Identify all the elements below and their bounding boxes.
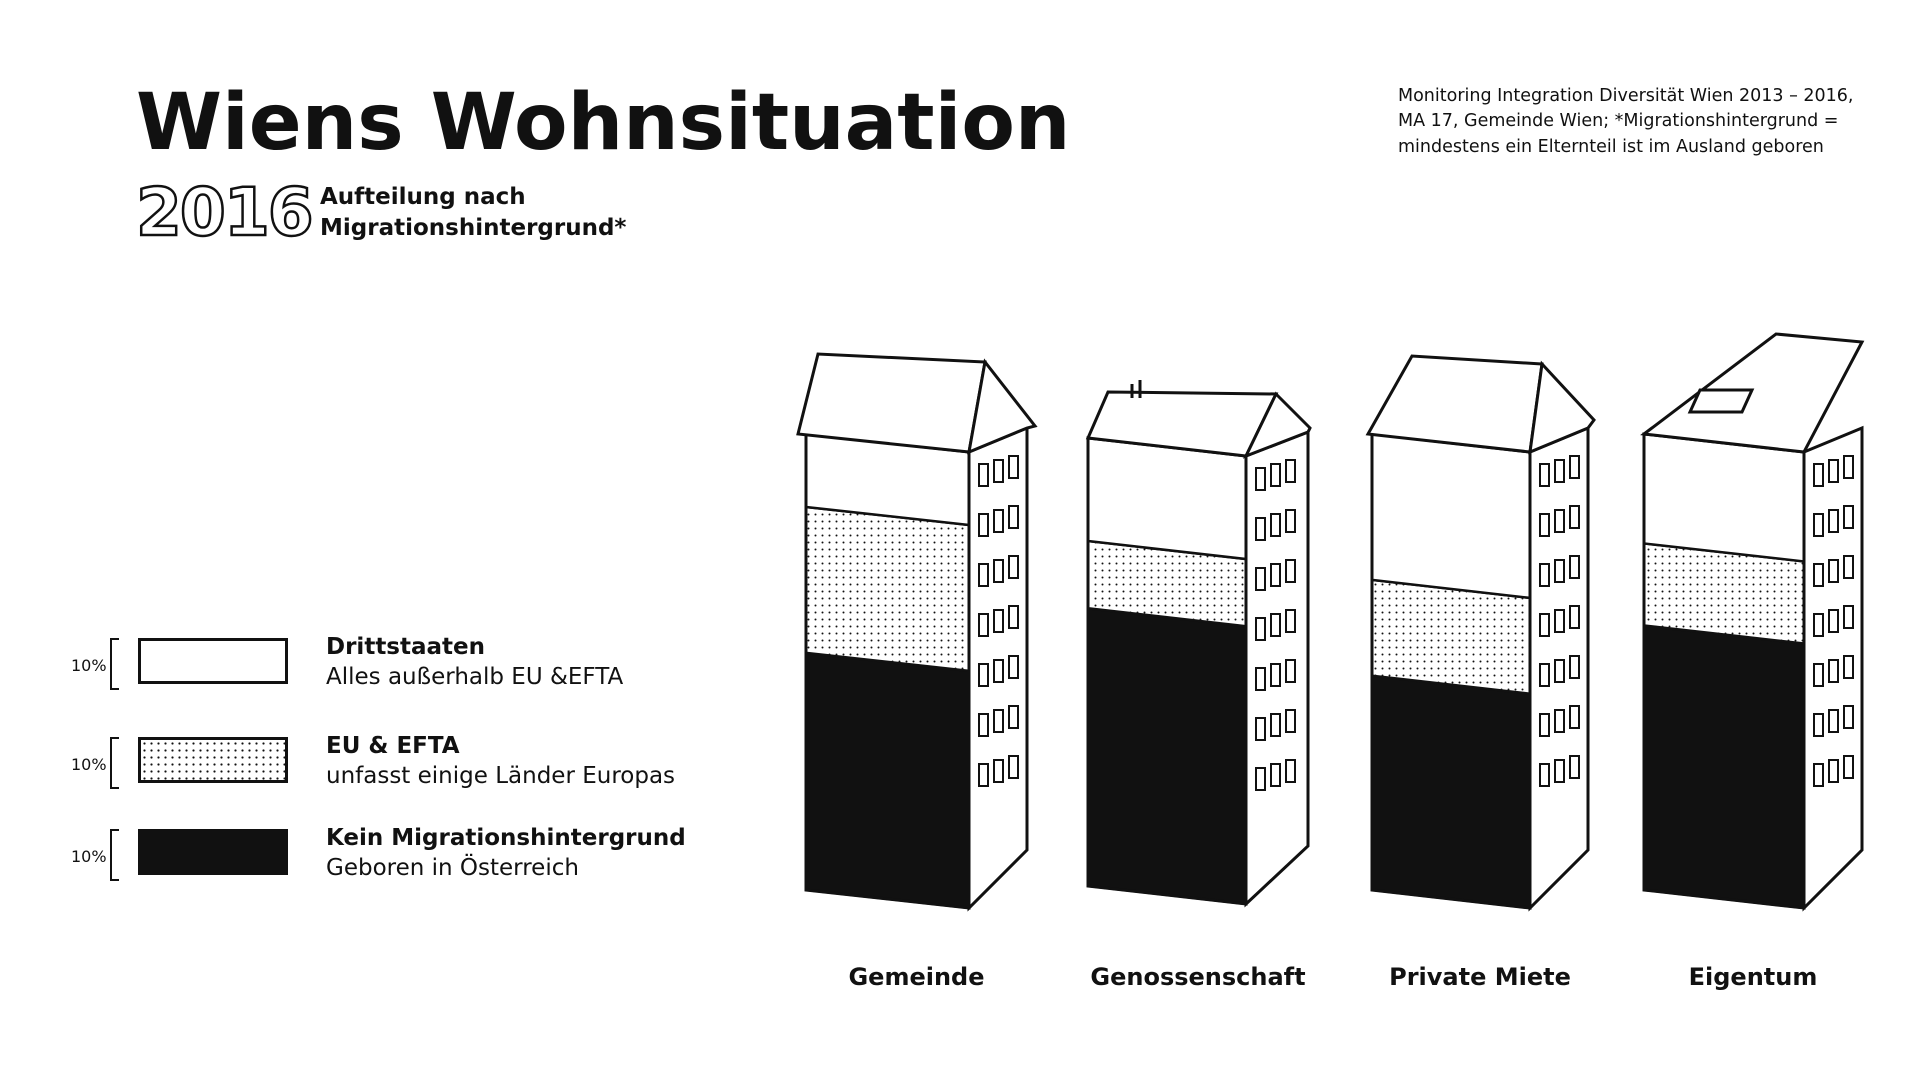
window-icon — [1555, 560, 1564, 582]
window-icon — [1009, 456, 1018, 478]
source-line-3: mindestens ein Elternteil ist im Ausland geboren — [1398, 136, 1824, 157]
window-icon — [1271, 764, 1280, 786]
window-icon — [1555, 660, 1564, 682]
window-icon — [1286, 560, 1295, 582]
window-icon — [1286, 610, 1295, 632]
window-icon — [1814, 614, 1823, 636]
window-icon — [1814, 514, 1823, 536]
window-icon — [1829, 660, 1838, 682]
window-icon — [1555, 760, 1564, 782]
window-icon — [994, 760, 1003, 782]
legend-percent: 10% — [71, 656, 107, 675]
window-icon — [1829, 710, 1838, 732]
window-icon — [1814, 714, 1823, 736]
window-icon — [1844, 556, 1853, 578]
window-icon — [1271, 464, 1280, 486]
window-icon — [1009, 556, 1018, 578]
legend-name: Kein Migrationshintergrund — [326, 825, 686, 851]
category-label: Private Miete — [1389, 963, 1571, 991]
window-icon — [1814, 464, 1823, 486]
legend-description: Geboren in Österreich — [326, 855, 579, 881]
window-icon — [979, 614, 988, 636]
bar-segment — [806, 507, 969, 671]
category-label: Eigentum — [1688, 963, 1818, 991]
window-icon — [1286, 660, 1295, 682]
window-icon — [994, 660, 1003, 682]
window-icon — [1814, 664, 1823, 686]
window-icon — [1829, 460, 1838, 482]
window-icon — [1256, 768, 1265, 790]
window-icon — [1570, 556, 1579, 578]
window-icon — [979, 764, 988, 786]
window-icon — [1844, 456, 1853, 478]
subtitle-line-1: Aufteilung nach — [320, 184, 526, 210]
window-icon — [1570, 656, 1579, 678]
legend-description: unfasst einige Länder Europas — [326, 763, 676, 789]
window-icon — [1844, 656, 1853, 678]
window-icon — [1570, 756, 1579, 778]
window-icon — [979, 564, 988, 586]
window-icon — [979, 664, 988, 686]
legend-description: Alles außerhalb EU &EFTA — [326, 664, 624, 690]
window-icon — [1844, 606, 1853, 628]
window-icon — [1570, 506, 1579, 528]
window-icon — [1829, 510, 1838, 532]
legend-name: Drittstaaten — [326, 634, 486, 660]
window-icon — [1540, 614, 1549, 636]
window-icon — [1540, 514, 1549, 536]
window-icon — [994, 560, 1003, 582]
window-icon — [1271, 564, 1280, 586]
window-icon — [1555, 610, 1564, 632]
roof — [1368, 356, 1542, 452]
bar-segment — [1644, 434, 1804, 561]
window-icon — [1540, 664, 1549, 686]
window-icon — [1829, 610, 1838, 632]
window-icon — [994, 610, 1003, 632]
window-icon — [1286, 510, 1295, 532]
window-icon — [1271, 514, 1280, 536]
buildings-group — [798, 334, 1862, 991]
window-icon — [1844, 706, 1853, 728]
window-icon — [1540, 714, 1549, 736]
window-icon — [1256, 668, 1265, 690]
legend-percent: 10% — [71, 755, 107, 774]
window-icon — [1286, 460, 1295, 482]
window-icon — [1256, 468, 1265, 490]
window-icon — [1570, 456, 1579, 478]
window-icon — [1844, 506, 1853, 528]
window-icon — [1009, 606, 1018, 628]
window-icon — [1555, 460, 1564, 482]
window-icon — [1271, 614, 1280, 636]
window-icon — [1009, 706, 1018, 728]
subtitle-line-2: Migrationshintergrund* — [320, 214, 627, 241]
window-icon — [1570, 606, 1579, 628]
window-icon — [994, 510, 1003, 532]
window-icon — [1540, 764, 1549, 786]
window-icon — [979, 464, 988, 486]
window-icon — [1256, 618, 1265, 640]
window-icon — [1009, 656, 1018, 678]
bar-segment — [806, 653, 969, 908]
bar-segment — [1372, 580, 1530, 694]
window-icon — [1256, 718, 1265, 740]
bar-segment — [1372, 676, 1530, 908]
chart-title: Wiens Wohnsituation — [136, 78, 1071, 168]
roof — [1644, 334, 1862, 452]
year-label: 2016 — [136, 174, 312, 251]
window-icon — [1256, 518, 1265, 540]
window-icon — [1555, 710, 1564, 732]
bar-segment — [1088, 438, 1246, 559]
window-icon — [1570, 706, 1579, 728]
category-label: Genossenschaft — [1090, 963, 1306, 991]
window-icon — [1829, 560, 1838, 582]
window-icon — [1271, 664, 1280, 686]
window-icon — [1844, 756, 1853, 778]
window-icon — [1540, 564, 1549, 586]
window-icon — [994, 710, 1003, 732]
window-icon — [1009, 506, 1018, 528]
window-icon — [1009, 756, 1018, 778]
bar-segment — [1644, 626, 1804, 908]
window-icon — [1555, 510, 1564, 532]
dormer-icon — [1690, 390, 1752, 412]
source-line-2: MA 17, Gemeinde Wien; *Migrationshintergrund = — [1398, 111, 1839, 132]
legend-percent: 10% — [71, 847, 107, 866]
window-icon — [1286, 760, 1295, 782]
roof — [798, 354, 985, 452]
window-icon — [1271, 714, 1280, 736]
window-icon — [1814, 764, 1823, 786]
window-icon — [1256, 568, 1265, 590]
legend-name: EU & EFTA — [326, 733, 460, 759]
source-line-1: Monitoring Integration Diversität Wien 2013 – 2016, — [1398, 86, 1854, 106]
window-icon — [1814, 564, 1823, 586]
window-icon — [994, 460, 1003, 482]
category-label: Gemeinde — [848, 963, 985, 991]
window-icon — [1540, 464, 1549, 486]
bar-segment — [1088, 608, 1246, 904]
window-icon — [979, 714, 988, 736]
bar-segment — [1372, 434, 1530, 598]
window-icon — [979, 514, 988, 536]
window-icon — [1286, 710, 1295, 732]
window-icon — [1829, 760, 1838, 782]
